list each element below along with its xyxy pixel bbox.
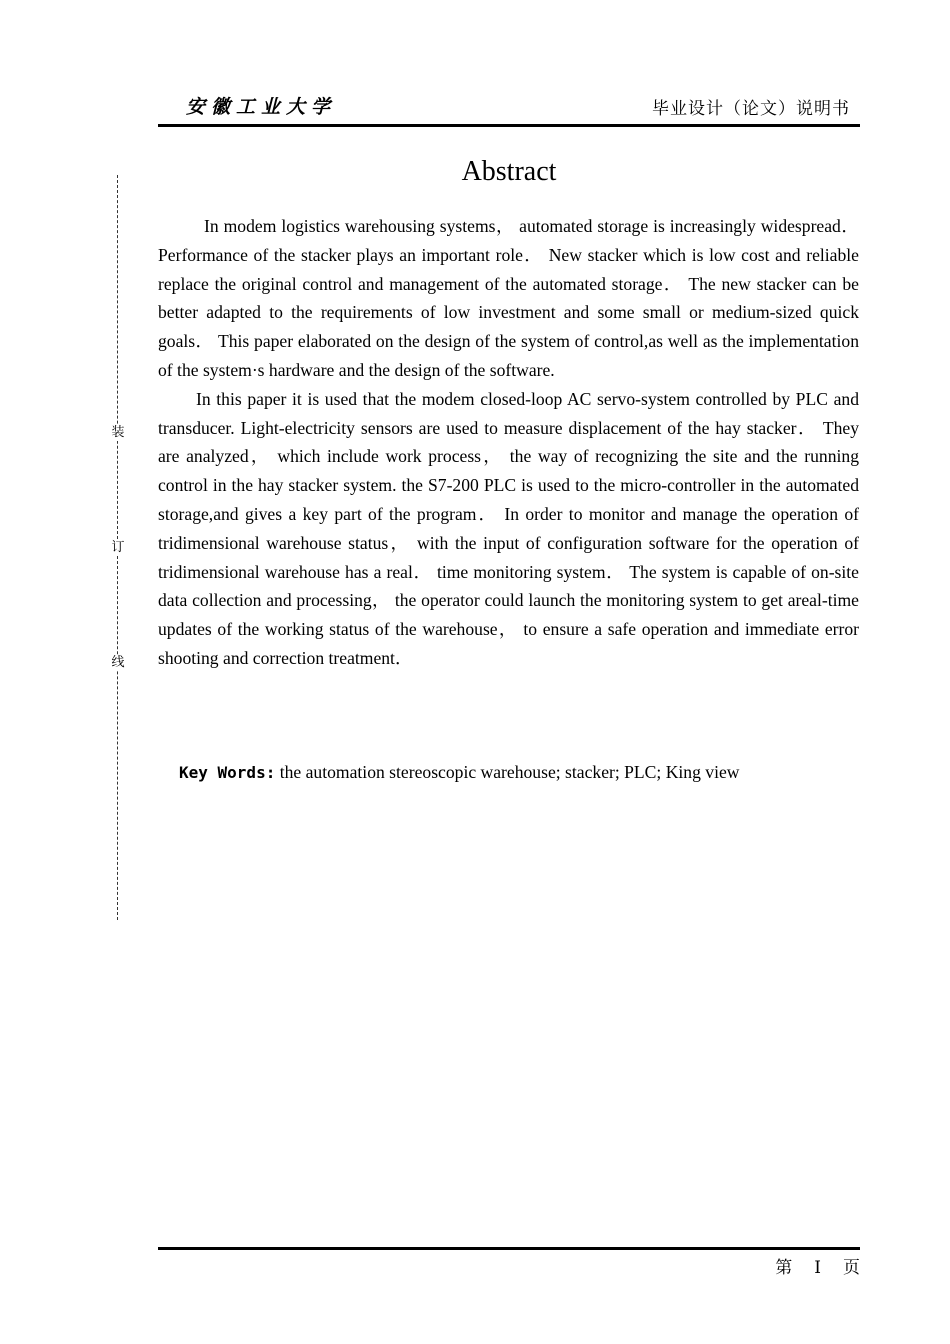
page-number-value: I	[814, 1258, 821, 1278]
binding-char-zhuang: 装	[109, 425, 127, 441]
page-title: Abstract	[461, 156, 557, 187]
binding-char-ding: 订	[109, 540, 127, 556]
abstract-paragraph-1: In modem logistics warehousing systems， automated storage is increasingly widespread． Performance of the stacker plays an important role． New stacker which is low cost and reliable replace the original control and management of the automated storage． The new stacker can be better adapted to the requirements of low investment and some small or medium-sized quick goals． This paper elaborated on the design of the system of control,as well as the implementation of the system·s hardware and the design of the software.	[158, 216, 859, 380]
university-name: 安徽工业大学	[186, 96, 337, 118]
page-prefix: 第	[775, 1258, 793, 1278]
document-type: 毕业设计（论文）说明书	[652, 99, 850, 119]
keywords-value: the automation stereoscopic warehouse; stacker; PLC; King view	[279, 762, 740, 782]
page-number	[775, 1253, 860, 1278]
abstract-body	[158, 212, 859, 673]
keywords-label: Key Words:	[179, 763, 276, 782]
abstract-paragraph-2: In this paper it is used that the modem closed-loop AC servo-system controlled by PLC and transducer. Light-electricity sensors are used to measure displacement of the hay stacker． They are analyzed， which include work process， the way of recognizing the site and the running control in the hay stacker system. the S7-200 PLC is used to the micro-controller in the automated storage,and gives a key part of the program． In order to monitor and manage the operation of tridimensional warehouse status， with the input of configuration software for the operation of tridimensional warehouse has a real． time monitoring system． The system is capable of on-site data collection and processing， the operator could launch the monitoring system to get areal-time updates of the working status of the warehouse， to ensure a safe operation and immediate error shooting and correction treatment．	[158, 388, 859, 668]
page-header	[158, 88, 860, 127]
page-suffix: 页	[843, 1258, 860, 1278]
keywords-line	[179, 760, 859, 785]
binding-char-xian: 线	[109, 655, 127, 671]
footer-rule	[158, 1247, 860, 1250]
